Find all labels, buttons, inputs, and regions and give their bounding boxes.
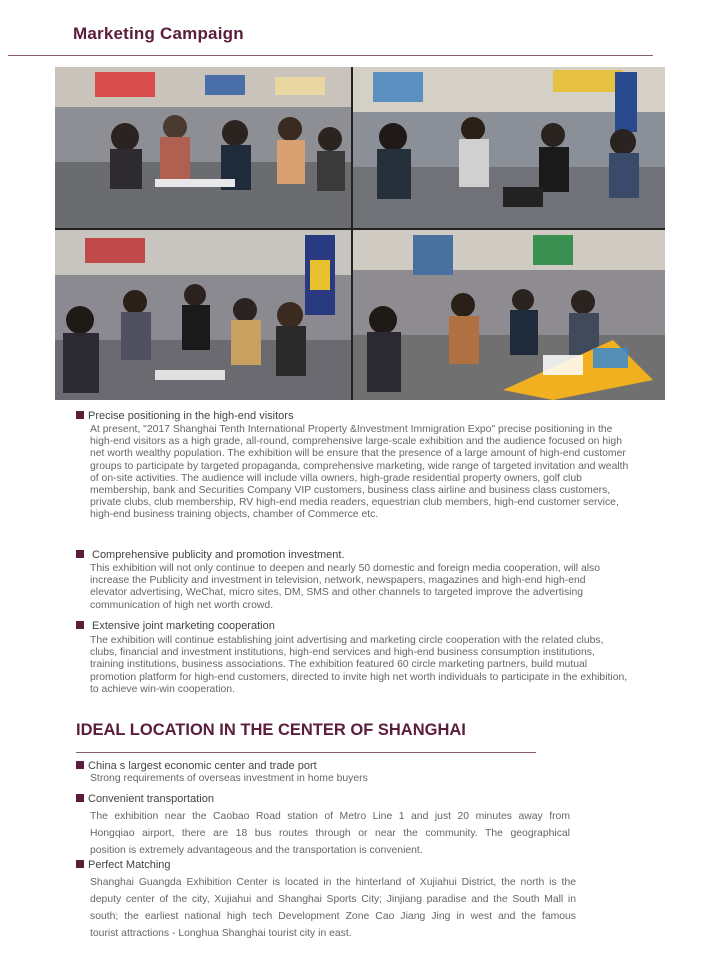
section-text-precise: At present, "2017 Shanghai Tenth International Property &Investment Immigration Expo" precise positioning in the high-end visitors as a high grade, all-round, comprehensive large-scale exhibition and the audience focused on high net worth wealthy population. The exhibition will be ensure that the presence of a large amount of high-end customer groups to participate by targeted propaganda, comprehensive marketing, wide range of targeted invitation and wealth of on-site activities. The audience will include villa owners, high-grade residential property owners, golf club membership, bank and Securities Company VIP customers, business class airline and business class customers, private clubs, club membership, RV high-end media readers, equestrian club members, high-end customer service, high-end business training objects, chamber of Commerce etc. <box>90 424 629 521</box>
expo-photo-1 <box>55 67 351 228</box>
section-heading-joint: Extensive joint marketing cooperation <box>76 620 275 632</box>
page-title: Marketing Campaign <box>73 24 244 43</box>
location-text-transport: The exhibition near the Caobao Road station of Metro Line 1 and just 20 minutes away from Hongqiao airport, there are 18 bus routes through or near the community. The geographical position is extremely advantageous and the transportation is convenient. <box>90 811 570 856</box>
bullet-square-icon <box>76 411 84 419</box>
location-heading-matching: Perfect Matching <box>76 859 171 871</box>
photo-collage <box>55 67 665 400</box>
location-divider <box>76 752 536 753</box>
expo-photo-3 <box>55 230 351 400</box>
location-heading-economic: China s largest economic center and trade port <box>76 760 317 772</box>
title-divider <box>8 55 653 56</box>
bullet-square-icon <box>76 550 84 558</box>
expo-photo-4 <box>353 230 665 400</box>
bullet-square-icon <box>76 761 84 769</box>
location-text-matching: Shanghai Guangda Exhibition Center is located in the hinterland of Xujiahui District, the north is the deputy center of the city, Xujiahui and Shanghai Sports City; Jinjiang paradise and the South Mall in south; the earliest national high tech Development Zone Cao Jiang Jing in west and the famous tourist attractions - Longhua Shanghai tourist city in east. <box>90 877 576 939</box>
section-text-publicity: This exhibition will not only continue to deepen and nearly 50 domestic and foreign media cooperation, will also increase the Publicity and investment in television, network, newspapers, magazines and high-end high-end elevator advertising, WeChat, micro sites, DM, SMS and other channels to targeted improve the advertising communication of high net worth crowd. <box>90 563 601 611</box>
bullet-square-icon <box>76 621 84 629</box>
bullet-square-icon <box>76 860 84 868</box>
expo-photo-2 <box>353 67 665 228</box>
section-text-joint: The exhibition will continue establishing joint advertising and marketing circle cooperation with the related clubs, clubs, financial and investment institutions, high-end services and high-end business consumption institutions, training institutions, business associations. The exhibition featured 60 circle marketing partners, build mutual promotion platform for high-end customers, directed to invite high net worth individuals to participate in the exhibition, to achieve win-win cooperation. <box>90 635 628 695</box>
location-text-economic: Strong requirements of overseas investment in home buyers <box>90 773 368 784</box>
section-heading-publicity: Comprehensive publicity and promotion investment. <box>76 549 345 561</box>
location-heading-transport: Convenient transportation <box>76 793 214 805</box>
location-title: IDEAL LOCATION IN THE CENTER OF SHANGHAI <box>76 721 466 739</box>
bullet-square-icon <box>76 794 84 802</box>
section-heading-precise: Precise positioning in the high-end visitors <box>76 410 293 422</box>
